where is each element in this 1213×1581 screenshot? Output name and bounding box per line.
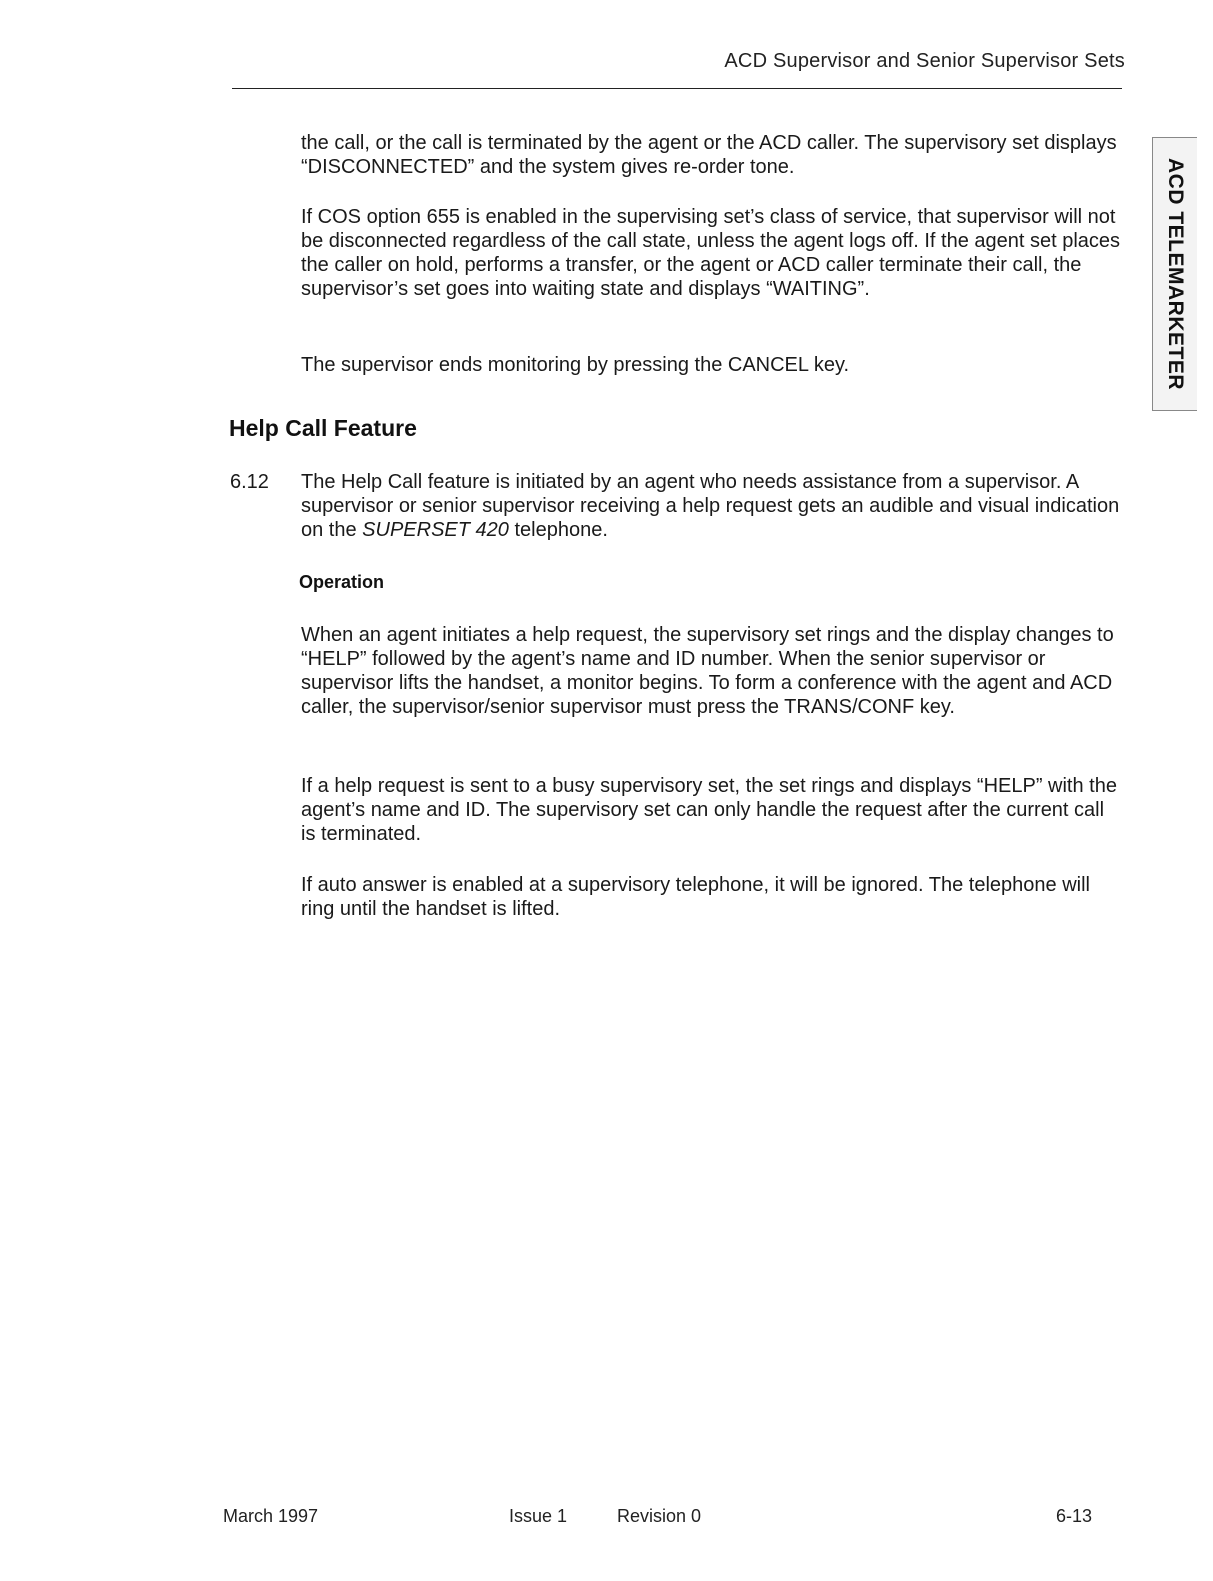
subsection-heading: Operation: [299, 572, 385, 592]
running-header: ACD Supervisor and Senior Supervisor Sets: [724, 50, 1125, 72]
footer-date: March 1997: [223, 1506, 319, 1526]
section-heading: Help Call Feature: [229, 415, 417, 441]
section-thumb-tab-label: ACD TELEMARKETER: [1164, 158, 1187, 390]
footer-page-number: 6-13: [1056, 1506, 1093, 1526]
section-thumb-tab: [1152, 137, 1197, 411]
help-intro-text-end: telephone.: [508, 519, 608, 541]
paragraph-continued: the call, or the call is terminated by the agent or the ACD caller. The supervisory set displays “DISCONNECTED” and the system gives re-order tone.: [301, 132, 1117, 178]
footer-revision: Revision 0: [617, 1506, 702, 1526]
section-number: 6.12: [230, 471, 269, 493]
paragraph-help-request: When an agent initiates a help request, the supervisory set rings and the display changes to “HELP” followed by the agent’s name and ID number. When the senior supervisor or supervisor lifts the handset, a monitor begins. To form a conference with the agent and ACD caller, the supervisor/senior supervisor must press the TRANS/CONF key.: [301, 624, 1114, 718]
header-rule: [232, 88, 1122, 89]
footer-issue: Issue 1: [509, 1506, 568, 1526]
paragraph-help-intro: [301, 470, 1121, 542]
product-name: SUPERSET 420: [362, 519, 509, 541]
help-intro-text: The Help Call feature is initiated by an agent who needs assistance from a supervisor. A supervisor or senior supervisor receiving a help request gets an audible and visual indication on the: [301, 471, 1120, 541]
paragraph-cancel: The supervisor ends monitoring by pressing the CANCEL key.: [301, 354, 850, 376]
paragraph-cos-option: If COS option 655 is enabled in the supervising set’s class of service, that supervisor will not be disconnected regardless of the call state, unless the agent logs off. If the agent set places the caller on hold, performs a transfer, or the agent or ACD caller terminate their call, the supervisor’s set goes into waiting state and displays “WAITING”.: [301, 206, 1121, 300]
paragraph-auto-answer: If auto answer is enabled at a supervisory telephone, it will be ignored. The telephone will ring until the handset is lifted.: [301, 874, 1090, 920]
paragraph-busy-set: If a help request is sent to a busy supervisory set, the set rings and displays “HELP” with the agent’s name and ID. The supervisory set can only handle the request after the current call is terminated.: [301, 775, 1117, 845]
